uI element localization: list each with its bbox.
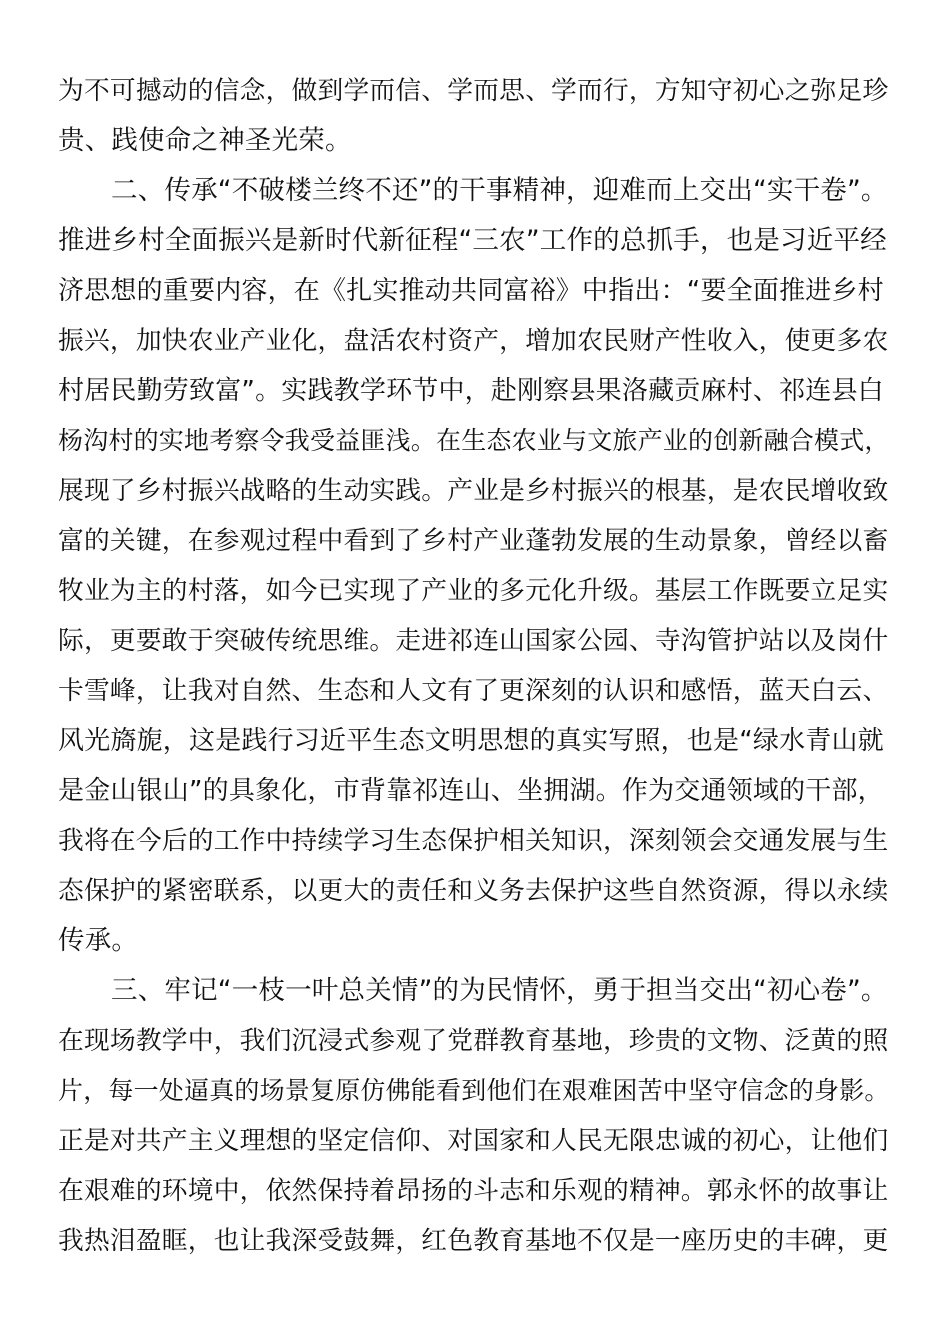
text-line: 村居民勤劳致富”。实践教学环节中，赴刚察县果洛藏贡麻村、祁连县白: [58, 376, 884, 406]
text-line: 杨沟村的实地考察令我受益匪浅。在生态农业与文旅产业的创新融合模式，: [58, 426, 890, 455]
text-line: 是金山银山”的具象化，市背靠祁连山、坐拥湖。作为交通领域的干部，: [58, 776, 884, 806]
text-line: 振兴，加快农业产业化，盘活农村资产，增加农民财产性收入，使更多农: [58, 326, 889, 356]
text-line: 推进乡村全面振兴是新时代新征程“三农”工作的总抓手，也是习近平经: [58, 225, 887, 256]
text-line: 富的关键，在参观过程中看到了乡村产业蓬勃发展的生动景象，曾经以畜: [58, 526, 889, 556]
text-line: 贵、践使命之神圣光荣。: [58, 125, 352, 156]
document-page: [58, 66, 890, 1266]
text-line: 风光旖旎，这是践行习近平生态文明思想的真实写照，也是“绿水青山就: [58, 726, 884, 756]
text-line: 正是对共产主义理想的坚定信仰、对国家和人民无限忠诚的初心，让他们: [58, 1126, 889, 1156]
text-line: 牧业为主的村落，如今已实现了产业的多元化升级。基层工作既要立足实: [58, 576, 889, 606]
text-line: 态保护的紧密联系，以更大的责任和义务去保护这些自然资源，得以永续: [58, 876, 889, 906]
text-line: 我将在今后的工作中持续学习生态保护相关知识，深刻领会交通发展与生: [58, 826, 889, 856]
text-line: 济思想的重要内容，在《扎实推动共同富裕》中指出：“要全面推进乡村: [58, 276, 884, 306]
section-heading: 三、牢记“一枝一叶总关情”的为民情怀，勇于担当交出“初心卷”。: [111, 975, 888, 1006]
text-line: 展现了乡村振兴战略的生动实践。产业是乡村振兴的根基，是农民增收致: [58, 476, 889, 506]
text-line: 我热泪盈眶，也让我深受鼓舞，红色教育基地不仅是一座历史的丰碑，更: [58, 1226, 889, 1256]
text-line: 传承。: [58, 925, 139, 956]
section-heading: 二、传承“不破楼兰终不还”的干事精神，迎难而上交出“实干卷”。: [111, 175, 888, 206]
text-line: 为不可撼动的信念，做到学而信、学而思、学而行，方知守初心之弥足珍: [58, 76, 889, 106]
text-line: 际，更要敢于突破传统思维。走进祁连山国家公园、寺沟管护站以及岗什: [58, 626, 889, 656]
text-line: 片，每一处逼真的场景复原仿佛能看到他们在艰难困苦中坚守信念的身影。: [58, 1076, 890, 1105]
text-line: 在现场教学中，我们沉浸式参观了党群教育基地，珍贵的文物、泛黄的照: [58, 1026, 889, 1056]
text-line: 卡雪峰，让我对自然、生态和人文有了更深刻的认识和感悟，蓝天白云、: [58, 676, 889, 706]
text-line: 在艰难的环境中，依然保持着昂扬的斗志和乐观的精神。郭永怀的故事让: [58, 1176, 889, 1206]
